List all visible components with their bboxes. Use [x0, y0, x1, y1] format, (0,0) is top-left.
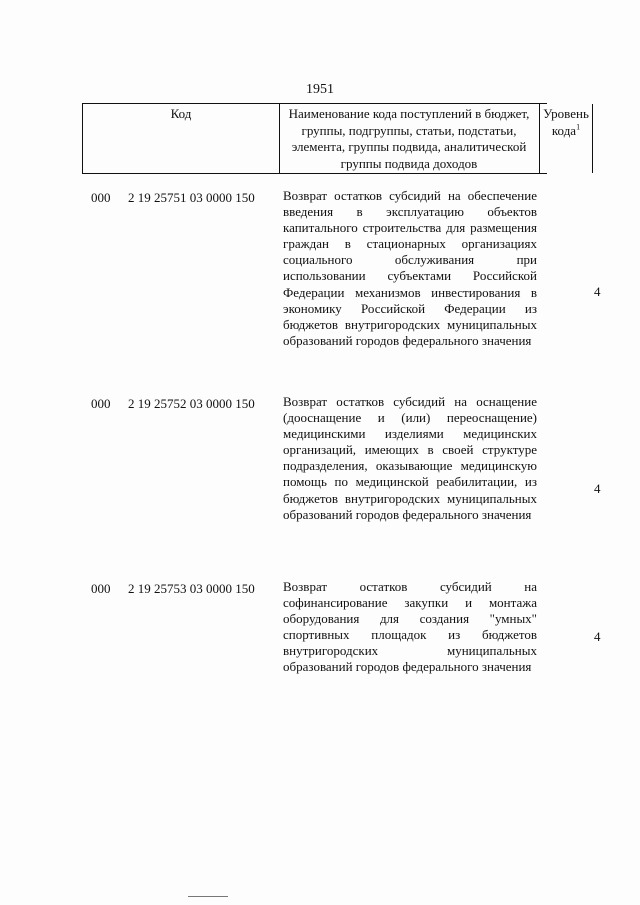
- header-code-cell: [82, 104, 280, 173]
- row-code: 2 19 25752 03 0000 150: [128, 396, 255, 411]
- header-code-label: Код: [170, 106, 192, 121]
- table-header: [82, 103, 589, 174]
- row-description: Возврат остатков субсидий на оснащение (дооснащение и (или) переоснащение) медицинскими изделиями медицинских организаций, имеющих в своей структуре подразделения, оказывающие медицинскую помощь по медицинской реабилитации, из бюджетов внутригородских муниципальных образований городов федерального значения: [283, 394, 537, 522]
- header-level-footnote: 1: [576, 122, 581, 132]
- header-level-text: [540, 104, 592, 139]
- footer-divider: [188, 896, 228, 897]
- row-prefix: 000: [91, 190, 111, 205]
- row-description: Возврат остатков субсидий на обеспечение введения в эксплуатацию объектов капитального строительства для размещения граждан в стационарных организациях социального обслуживания при использовании субъектами Российской Федерации механизмов инвестирования в экономику Российской Федерации из бюджетов внутригородских муниципальных образований городов федерального значения: [283, 188, 537, 348]
- row-level: 4: [594, 629, 601, 644]
- row-prefix: 000: [91, 581, 111, 596]
- header-level-cell: [539, 104, 593, 173]
- header-name-label: Наименование кода поступлений в бюджет, группы, подгруппы, статьи, подстатьи, элемента, группы подвида, аналитической группы подвида доходов: [288, 106, 530, 171]
- row-prefix: 000: [91, 396, 111, 411]
- table-body: [82, 188, 601, 709]
- row-level: 4: [594, 481, 601, 496]
- page-number: 1951: [306, 82, 334, 97]
- row-code: 2 19 25751 03 0000 150: [128, 190, 255, 205]
- header-name-cell: [279, 104, 539, 173]
- row-description: Возврат остатков субсидий на софинансирование закупки и монтажа оборудования для создания "умных" спортивных площадок из бюджетов внутригородских муниципальных образований городов федерального значения: [283, 579, 537, 675]
- row-code: 2 19 25753 03 0000 150: [128, 581, 255, 596]
- table-row: [82, 188, 601, 394]
- table-row: [82, 394, 601, 579]
- row-level: 4: [594, 284, 601, 299]
- header-level-label: Уровень кода: [543, 106, 589, 138]
- table-row: [82, 579, 601, 709]
